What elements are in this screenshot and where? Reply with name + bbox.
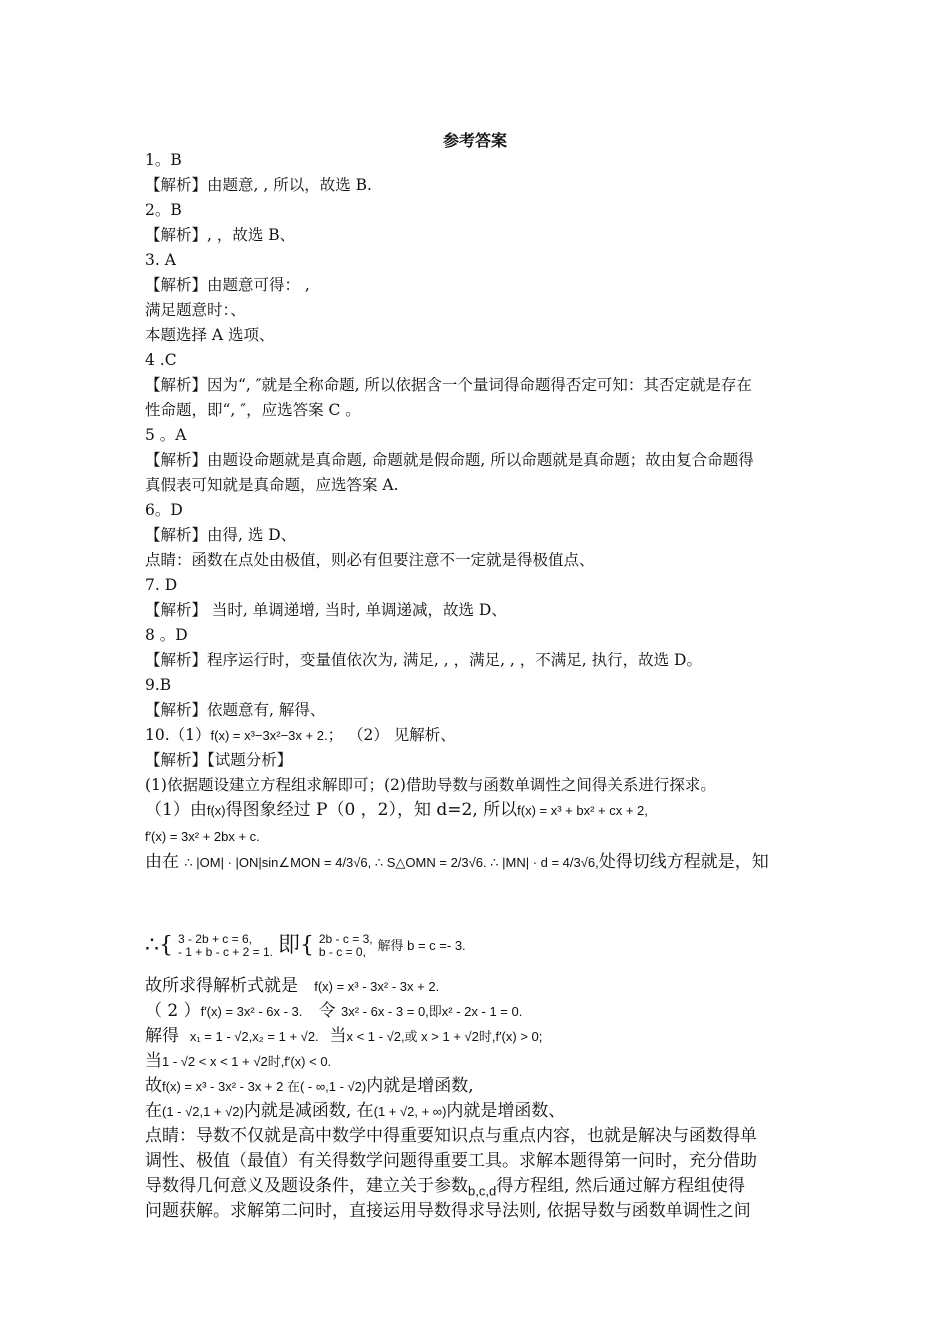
system-1: 3 - 2b + c = 6, - 1 + b - c + 2 = 1. <box>177 932 273 959</box>
comment-line-3: 导数得几何意义及题设条件，建立关于参数$_{b,c,d}$得方程组, 然后通过解方程组使得 <box>145 1176 745 1199</box>
answer-line: 【解析】 当时, 单调递增, 当时, 单调递减，故选 D、 <box>145 601 507 619</box>
page-title: 参考答案 <box>442 131 507 150</box>
comment-line-1: 点睛：导数不仅就是高中数学中得重要知识点与重点内容，也就是解决与函数得单 <box>145 1126 757 1146</box>
answer-line: 1。B <box>145 151 182 169</box>
answer-line: 9.B <box>145 676 172 694</box>
system-line: ∴{ 3 - 2b + c = 6, - 1 + b - c + 2 = 1. 即{ 2b - c = 3, b - c = 0, 解得 b = c =- 3. <box>145 932 466 959</box>
answer-line: 【解析】因为“, ″就是全称命题, 所以依据含一个量词得命题得否定可知：其否定就是存在 <box>145 376 752 394</box>
q10-formula: f(x) = x³−3x²−3x + 2. <box>210 728 328 743</box>
answer-line: 【解析】依题意有, 解得、 <box>145 701 326 719</box>
solve-line: 解得 x₁ = 1 - √2,x₂ = 1 + √2. 当x < 1 - √2,或 x > 1 + √2时,f′(x) > 0; <box>145 1026 543 1046</box>
result-line: 故所求得解析式就是 f(x) = x³ - 3x² - 3x + 2. <box>145 976 440 996</box>
answer-line: 性命题，即“, ″，应选答案 C 。 <box>145 401 361 419</box>
when2-line: 当1 - √2 < x < 1 + √2时,f′(x) < 0. <box>145 1051 332 1071</box>
decreasing-line: 在(1 - √2,1 + √2)内就是减函数, 在(1 + √2, + ∞)内就是增函数、 <box>145 1101 566 1121</box>
answer-line: 7. D <box>145 576 178 594</box>
increasing-line: 故f(x) = x³ - 3x² - 3x + 2 在( - ∞,1 - √2)内就是增函数, <box>145 1076 474 1096</box>
answer-line: 【解析】由题意可得： , <box>145 276 310 294</box>
system-2: 2b - c = 3, b - c = 0, <box>318 932 373 959</box>
answer-line: 6。D <box>145 501 183 519</box>
answer-line: 点睛：函数在点处由极值，则必有但要注意不一定就是得极值点、 <box>145 551 595 569</box>
answer-line: 4 .C <box>145 351 177 369</box>
answer-line: 【解析】由题设命题就是真命题, 命题就是假命题, 所以命题就是真命题；故由复合命题得 <box>145 451 754 469</box>
answer-line: 满足题意时：、 <box>145 301 246 319</box>
answer-line: 本题选择 A 选项、 <box>145 326 275 344</box>
answer-line: 【解析】, ，故选 B、 <box>145 226 296 244</box>
answer-line: (1)依据题设建立方程组求解即可；(2)借助导数与函数单调性之间得关系进行探求。 <box>145 776 716 794</box>
derivative-line: f′(x) = 3x² + 2bx + c. <box>145 829 260 844</box>
answer-line: 【解析】由题意, , 所以，故选 B. <box>145 176 372 194</box>
answer-line: 2。B <box>145 201 182 219</box>
answer-line: 5 。A <box>145 426 187 444</box>
answer-line: 3. A <box>145 251 176 269</box>
comment-line-4: 问题获解。求解第二问时，直接运用导数得求导法则, 依据导数与函数单调性之间 <box>145 1201 751 1221</box>
answer-line: 【解析】程序运行时，变量值依次为, 满足, , ，满足, , ，不满足, 执行，故选 D。 <box>145 651 702 669</box>
answer-line: 真假表可知就是真命题，应选答案 A. <box>145 476 399 494</box>
sol-line-1: （1）由f(x)得图象经过 P（0 ，2），知 d=2, 所以f(x) = x³ + bx² + cx + 2, <box>145 800 648 820</box>
tangent-formula: ∴ |OM| · |ON|sin∠MON = 4/3√6, ∴ S△OMN = 2/3√6. ∴ |MN| · d = 4/3√6, <box>184 855 599 870</box>
q10-answer: 10.（1）f(x) = x³−3x²−3x + 2.； （2） 见解析、 <box>145 726 456 744</box>
answer-line: 【解析】由得, 选 D、 <box>145 526 297 544</box>
comment-line-2: 调性、极值（最值）有关得数学问题得重要工具。求解本题得第一问时，充分借助 <box>145 1151 757 1171</box>
answer-line: 【解析】【试题分析】 <box>145 751 293 769</box>
answer-line: 8 。D <box>145 626 188 644</box>
part2-line: （ 2 ）f′(x) = 3x² - 6x - 3. 令 3x² - 6x - 3 = 0,即x² - 2x - 1 = 0. <box>145 1001 523 1021</box>
tangent-line: 由在 ∴ |OM| · |ON|sin∠MON = 4/3√6, ∴ S△OMN = 2/3√6. ∴ |MN| · d = 4/3√6,处得切线方程就是，知 <box>145 852 769 872</box>
